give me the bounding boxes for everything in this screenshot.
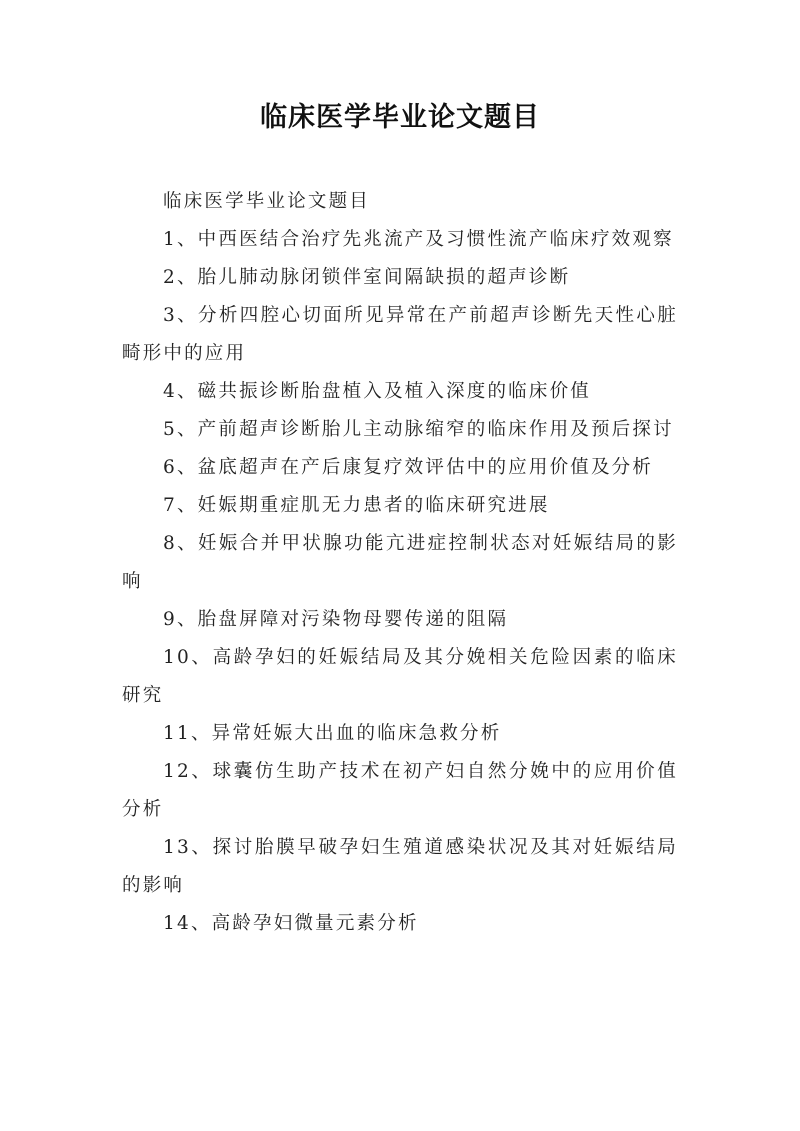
list-item: 6、盆底超声在产后康复疗效评估中的应用价值及分析	[163, 457, 654, 478]
list-item: 13、探讨胎膜早破孕妇生殖道感染状况及其对妊娠结局的影响	[122, 837, 678, 896]
list-item: 11、异常妊娠大出血的临床急救分析	[163, 723, 502, 744]
list-item: 8、妊娠合并甲状腺功能亢进症控制状态对妊娠结局的影响	[122, 533, 678, 592]
document-title: 临床医学毕业论文题目	[260, 102, 540, 133]
list-item: 14、高龄孕妇微量元素分析	[163, 913, 419, 934]
list-item: 5、产前超声诊断胎儿主动脉缩窄的临床作用及预后探讨	[163, 419, 674, 440]
intro-paragraph: 临床医学毕业论文题目	[163, 191, 371, 212]
list-item: 12、球囊仿生助产技术在初产妇自然分娩中的应用价值分析	[122, 761, 678, 820]
list-item: 3、分析四腔心切面所见异常在产前超声诊断先天性心脏畸形中的应用	[122, 305, 678, 364]
list-item: 4、磁共振诊断胎盘植入及植入深度的临床价值	[163, 381, 591, 402]
document-body	[122, 183, 678, 943]
list-item: 1、中西医结合治疗先兆流产及习惯性流产临床疗效观察	[163, 229, 674, 250]
list-item: 10、高龄孕妇的妊娠结局及其分娩相关危险因素的临床研究	[122, 647, 678, 706]
list-item: 9、胎盘屏障对污染物母婴传递的阻隔	[163, 609, 509, 630]
list-item: 7、妊娠期重症肌无力患者的临床研究进展	[163, 495, 550, 516]
list-item: 2、胎儿肺动脉闭锁伴室间隔缺损的超声诊断	[163, 267, 571, 288]
